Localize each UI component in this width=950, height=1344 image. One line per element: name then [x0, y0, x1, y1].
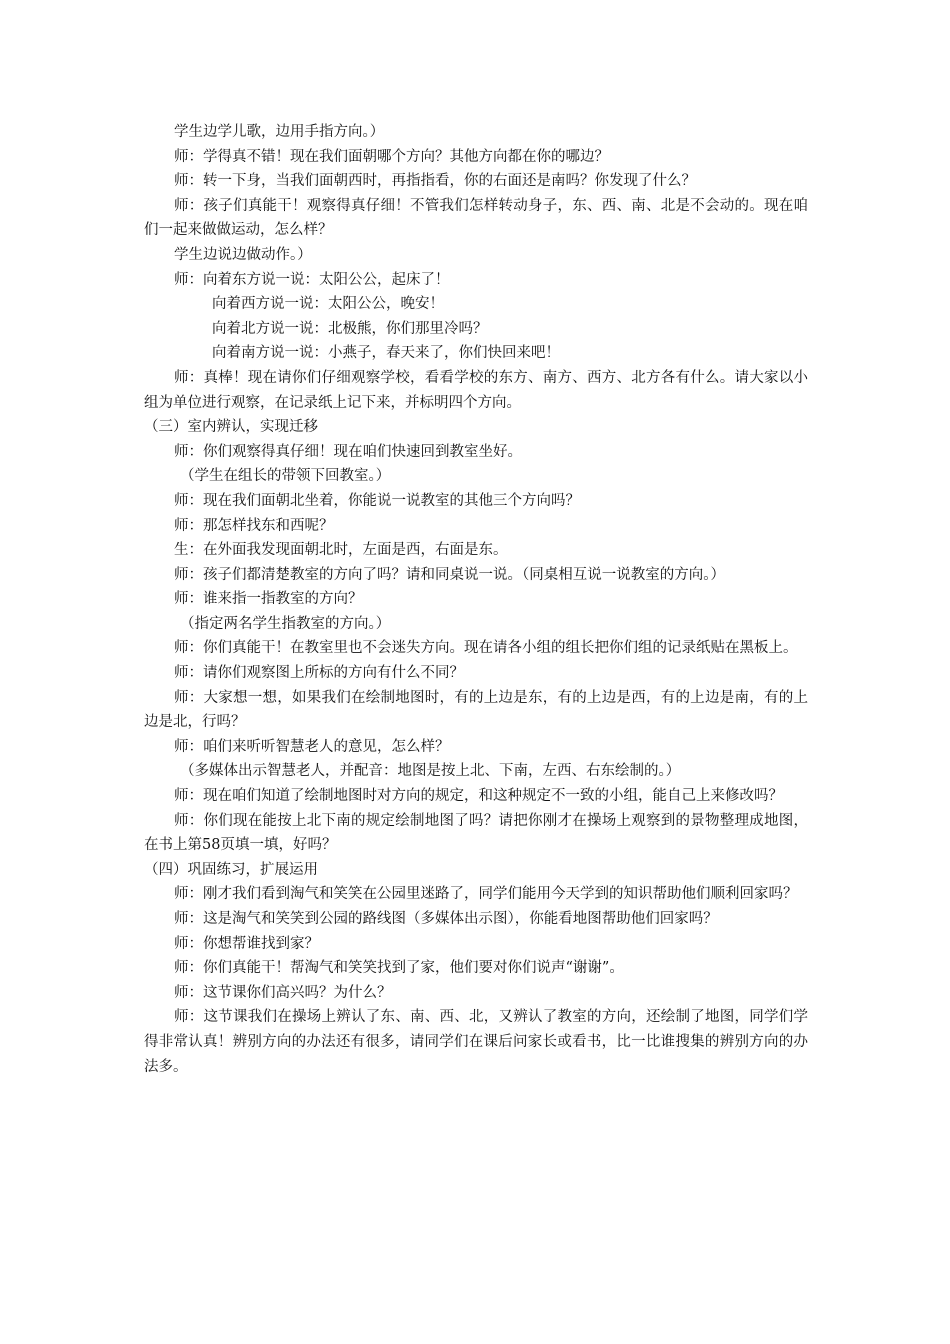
paragraph: （学生在组长的带领下回教室。） [180, 468, 391, 485]
paragraph: 师：你们真能干！帮淘气和笑笑找到了家，他们要对你们说声“谢谢”。 [174, 960, 624, 977]
paragraph: 师：你们真能干！在教室里也不会迷失方向。现在请各小组的组长把你们组的记录纸贴在黑板上。 [174, 640, 798, 657]
section-heading: （三）室内辨认，实现迁移 [144, 419, 318, 436]
paragraph: 师：孩子们真能干！观察得真仔细！不管我们怎样转动身子，东、西、南、北是不会动的。现在咱们一起来做做运动，怎么样？ [144, 197, 808, 239]
paragraph: 向着北方说一说：北极熊，你们那里冷吗？ [212, 320, 488, 337]
paragraph: 师：向着东方说一说：太阳公公，起床了！ [174, 271, 450, 288]
paragraph: 向着西方说一说：太阳公公，晚安！ [212, 296, 444, 313]
paragraph: 师：真棒！现在请你们仔细观察学校，看看学校的东方、南方、西方、北方各有什么。请大家以小组为单位进行观察，在记录纸上记下来，并标明四个方向。 [144, 369, 808, 411]
paragraph: （多媒体出示智慧老人，并配音：地图是按上北、下南，左西、右东绘制的。） [180, 763, 681, 780]
paragraph: 师：你们现在能按上北下南的规定绘制地图了吗？请把你刚才在操场上观察到的景物整理成地图，在书上第58页填一填，好吗？ [144, 812, 808, 854]
paragraph: 师：这是淘气和笑笑到公园的路线图（多媒体出示图），你能看地图帮助他们回家吗？ [174, 911, 718, 927]
section-heading: （四）巩固练习，扩展运用 [144, 861, 318, 878]
paragraph: 师：大家想一想，如果我们在绘制地图时，有的上边是东，有的上边是西，有的上边是南，有的上边是北，行吗？ [144, 689, 808, 731]
paragraph: 师：你们观察得真仔细！现在咱们快速回到教室坐好。 [174, 443, 522, 460]
paragraph: 师：这节课你们高兴吗？为什么？ [174, 984, 392, 1001]
paragraph: 师：孩子们都清楚教室的方向了吗？请和同桌说一说。（同桌相互说一说教室的方向。） [174, 566, 725, 583]
paragraph: 师：请你们观察图上所标的方向有什么不同？ [174, 665, 464, 682]
paragraph: 师：现在我们面朝北坐着，你能说一说教室的其他三个方向吗？ [174, 492, 580, 509]
paragraph: 师：谁来指一指教室的方向？ [174, 591, 363, 608]
paragraph: 学生边学儿歌，边用手指方向。） [174, 124, 385, 140]
paragraph: 师：现在咱们知道了绘制地图时对方向的规定，和这种规定不一致的小组，能自己上来修改吗？ [174, 788, 783, 805]
paragraph: 师：你想帮谁找到家？ [174, 935, 319, 952]
document-page [144, 120, 808, 1079]
paragraph: 师：这节课我们在操场上辨认了东、南、西、北，又辨认了教室的方向，还绘制了地图，同学们学得非常认真！辨别方向的办法还有很多，请同学们在课后问家长或看书，比一比谁搜集的辨别方向的办法多。 [144, 1009, 808, 1075]
paragraph: 师：学得真不错！现在我们面朝哪个方向？其他方向都在你的哪边？ [174, 148, 609, 165]
paragraph: 师：转一下身，当我们面朝西时，再指指看，你的右面还是南吗？你发现了什么？ [174, 173, 696, 190]
paragraph: （指定两名学生指教室的方向。） [180, 615, 391, 632]
paragraph: 学生边说边做动作。） [174, 246, 312, 263]
paragraph: 师：咱们来听听智慧老人的意见，怎么样？ [174, 738, 450, 755]
paragraph: 生：在外面我发现面朝北时，左面是西，右面是东。 [174, 542, 508, 559]
paragraph: 师：那怎样找东和西呢？ [174, 517, 334, 534]
paragraph: 师：刚才我们看到淘气和笑笑在公园里迷路了，同学们能用今天学到的知识帮助他们顺利回家吗？ [174, 886, 798, 903]
paragraph: 向着南方说一说：小燕子，春天来了，你们快回来吧！ [212, 345, 560, 362]
